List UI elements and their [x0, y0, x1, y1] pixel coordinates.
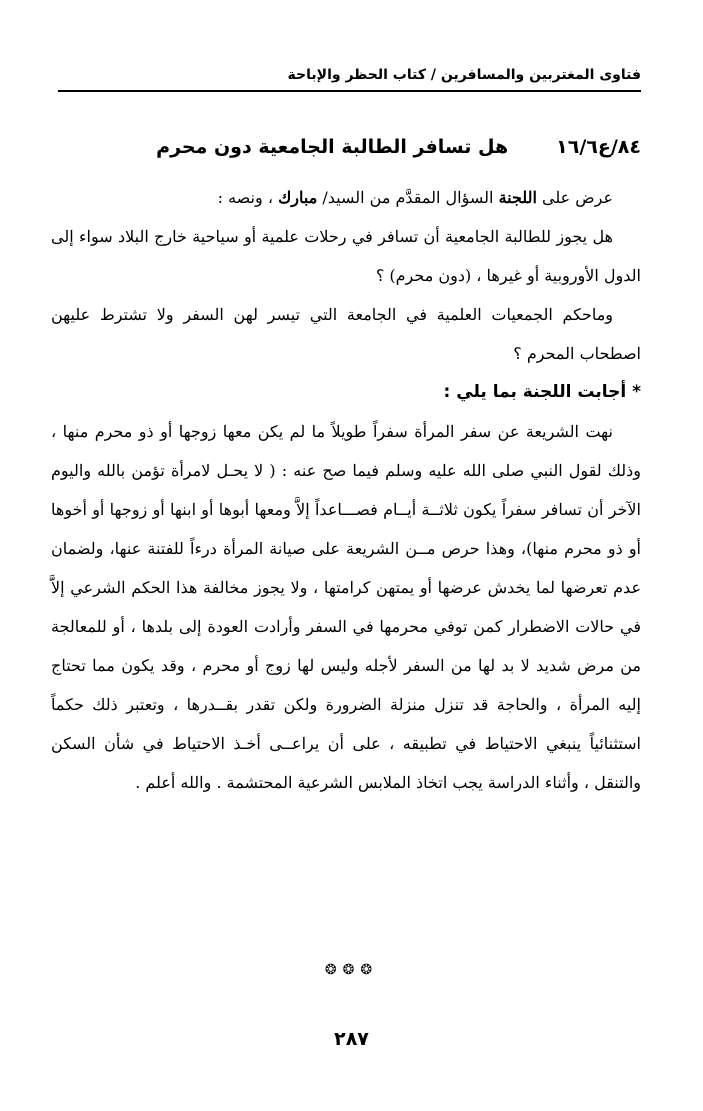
- fatwa-body: [51, 178, 641, 802]
- page-number: ٢٨٧: [334, 1028, 369, 1050]
- asker-name: مبارك: [278, 188, 318, 207]
- answer-heading: * أجابت اللجنة بما يلي :: [443, 382, 641, 402]
- answer-paragraph: نهت الشريعة عن سفر المرأة سفراً طويلاً ما لم يكن معها زوجها أو ذو محرم منها ، وذلك لقول النبي صلى الله عليه وسلم فيما صح عنه : ( لا يحـل لامرأة تؤمن بالله واليوم الآخر أن تسافر سفراً يكون ثلاثــة أيــام فصـــاعداً إلاَّ ومعها أبوها أو ابنها أو زوجها أو أخوها أو ذو محرم منها)، وهذا حرص مــن الشريعة على صيانة المرأة درءاً للفتنة عنها، ولضمان عدم تعرضها لما يخدش عرضها أو يمتهن كرامتها ، ولا يجوز مخالفة هذا الحكم الشرعي إلاَّ في حالات الاضطرار كمن توفي محرمها في السفر وأرادت العودة إلى بلدها ، أو للمعالجة من مرض شديد لا بد لها من السفر لأجله وليس لها زوج أو محرم ، وقد يكون مما تحتاج إليه المرأة ، والحاجة قد تنزل منزلة الضرورة ولكن تقدر بقــدرها ، وتعتبر ذلك حكماً استثنائياً ينبغي الاحتياط في تطبيقه ، على أن يراعــى أخـذ الاحتياط في شأن السكن والتنقل ، وأثناء الدراسة يجب اتخاذ الملابس الشرعية المحتشمة . والله أعلم .: [51, 422, 641, 792]
- intro-text-2: السؤال المقدَّم من السيد/: [317, 188, 499, 207]
- intro-text-3: ، ونصه :: [217, 188, 279, 207]
- question-paragraph-2: وماحكم الجمعيات العلمية في الجامعة التي تيسر لهن السفر ولا تشترط عليهن اصطحاب المحرم ؟: [51, 305, 641, 363]
- intro-paragraph: [51, 178, 641, 217]
- header-divider: [58, 90, 641, 92]
- question-title: هل تسافر الطالبة الجامعية دون محرم: [156, 136, 509, 158]
- question-paragraph-1: هل يجوز للطالبة الجامعية أن تسافر في رحلات علمية أو سياحية خارج البلاد سواء إلى الدول الأوروبية أو غيرها ، (دون محرم) ؟: [51, 227, 641, 285]
- question-heading: [81, 134, 641, 160]
- committee-name: اللجنة: [498, 188, 537, 207]
- question-number: ٨٤/ع١٦/٦: [556, 136, 641, 158]
- running-header: فتاوى المغتربين والمسافرين / كتاب الحظر والإباحة: [287, 67, 641, 83]
- section-end-ornament: ❂❂❂: [324, 962, 379, 978]
- intro-text-1: عرض على: [536, 188, 613, 207]
